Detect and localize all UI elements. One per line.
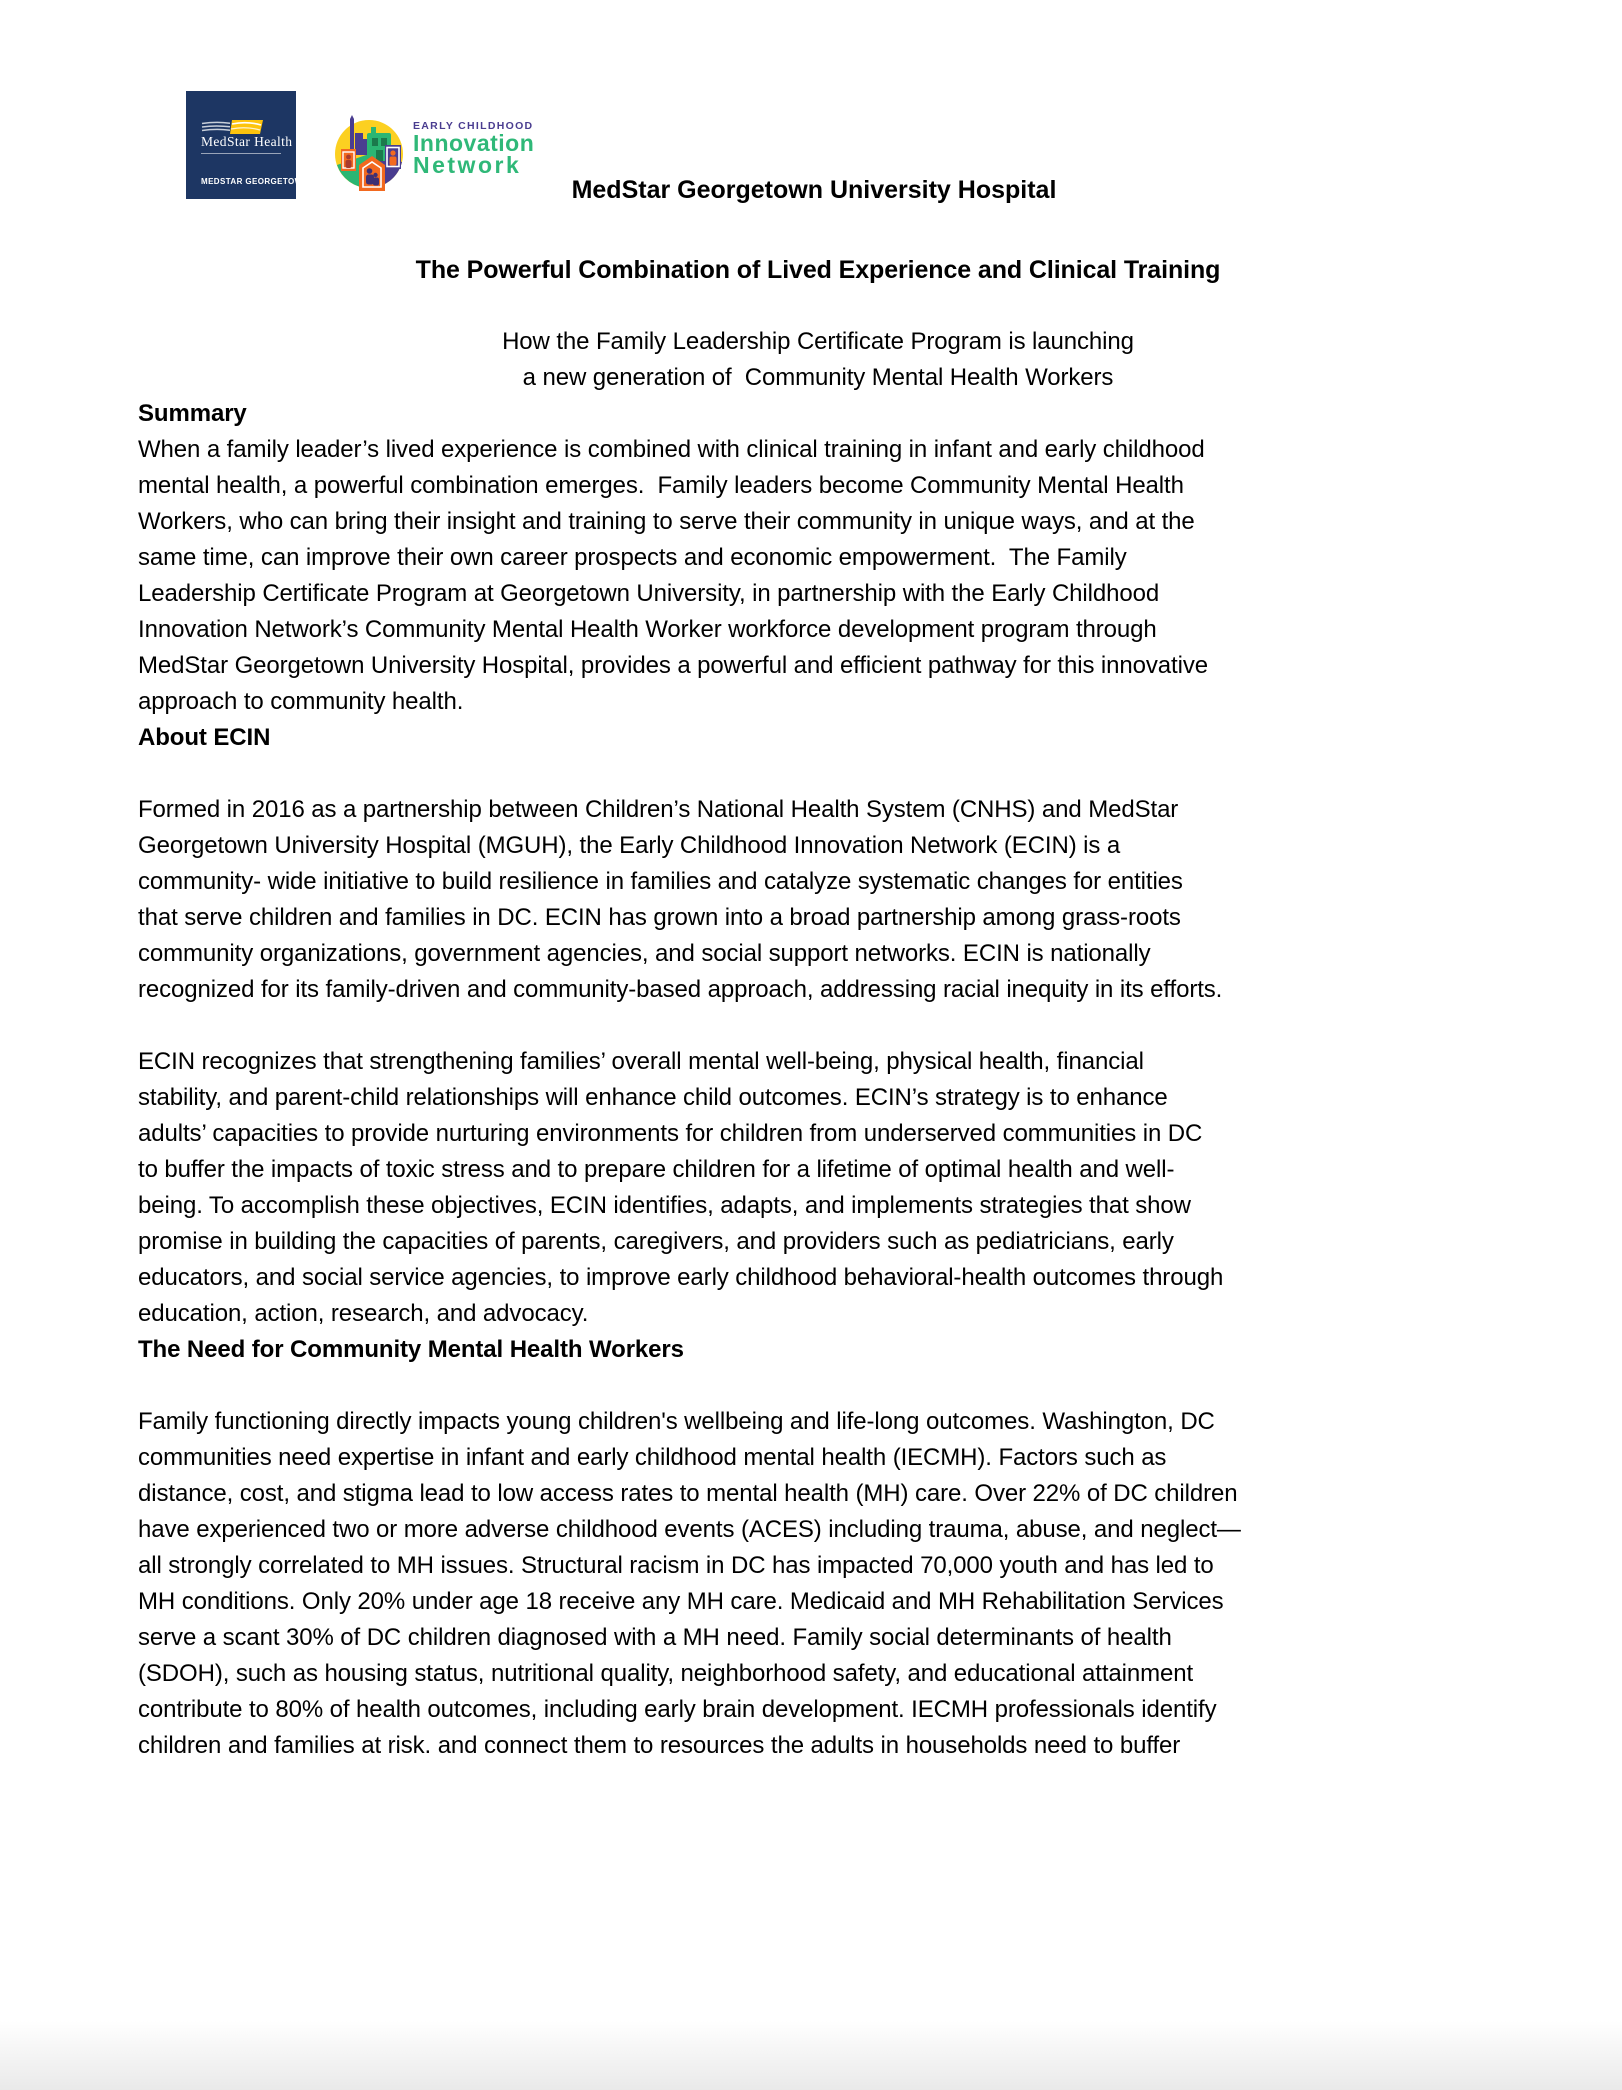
section-heading-summary: Summary bbox=[138, 400, 247, 427]
section-heading-need-cmhw: The Need for Community Mental Health Workers bbox=[138, 1336, 684, 1363]
document-body bbox=[138, 252, 1498, 1764]
ecin-innovation-text: Innovation bbox=[413, 130, 535, 156]
section-heading-about-ecin: About ECIN bbox=[138, 724, 271, 751]
ecin-network-text: Network bbox=[413, 152, 522, 178]
doc-title: The Powerful Combination of Lived Experience and Clinical Training bbox=[415, 256, 1221, 284]
medstar-logo-divider bbox=[201, 153, 281, 154]
org-title: MedStar Georgetown University Hospital bbox=[571, 176, 1057, 204]
medstar-swoosh-icon bbox=[201, 120, 267, 134]
paragraph-about-ecin-2: ECIN recognizes that strengthening families’ overall mental well-being, physical health, financial stability, and parent-child relationships will enhance child outcomes. ECIN’s strategy is to enhance adults’ capacities to provide nurturing environments for children from underserved communities in DC to buffer the impacts of toxic stress and to prepare children for a lifetime of optimal health and well- being. To accomplish these objectives, ECIN identifies, adapts, and implements strategies that show promise in building the capacities of parents, caregivers, and providers such as pediatricians, early educators, and social service agencies, to improve early childhood behavioral-health outcomes through education, action, research, and advocacy. bbox=[138, 1048, 1224, 1327]
ecin-wordmark bbox=[413, 120, 534, 176]
paragraph-summary: When a family leader’s lived experience is combined with clinical training in infant and early childhood mental health, a powerful combination emerges. Family leaders become Community Mental Health Workers, who can bring their insight and training to serve their community in unique ways, and at the same time, can improve their own career prospects and economic empowerment. The Family Leadership Certificate Program at Georgetown University, in partnership with the Early Childhood Innovation Network’s Community Mental Health Worker workforce development program through MedStar Georgetown University Hospital, provides a powerful and efficient pathway for this innovative approach to community health. bbox=[138, 436, 1209, 715]
page-bottom-shadow bbox=[0, 2020, 1622, 2090]
paragraph-need-cmhw: Family functioning directly impacts young children's wellbeing and life-long outcomes. Washington, DC communities need expertise in infant and early childhood mental health (IECMH). Factors such as distance, cost, and stigma lead to low access rates to mental health (MH) care. Over 22% of DC children have experienced two or more adverse childhood events (ACES) including trauma, abuse, and neglect— all strongly correlated to MH issues. Structural racism in DC has impacted 70,000 youth and has led to MH conditions. Only 20% under age 18 receive any MH care. Medicaid and MH Rehabilitation Services serve a scant 30% of DC children diagnosed with a MH need. Family social determinants of health (SDOH), such as housing status, nutritional quality, neighborhood safety, and educational attainment contribute to 80% of health outcomes, including early brain development. IECMH professionals identify children and families at risk. and connect them to resources the adults in households need to buffer bbox=[138, 1408, 1241, 1759]
medstar-hospital-text: MEDSTAR GEORGETOWN UNIVERSITY HOSPITAL bbox=[201, 177, 309, 215]
paragraph-about-ecin-1: Formed in 2016 as a partnership between Children’s National Health System (CNHS) and MedStar Georgetown University Hospital (MGUH), the Early Childhood Innovation Network (ECIN) is a community- wide initiative to build resilience in families and catalyze systematic changes for entities that serve children and families in DC. ECIN has grown into a broad partnership among grass-roots community organizations, government agencies, and social support networks. ECIN is nationally recognized for its family-driven and community-based approach, addressing racial inequity in its efforts. bbox=[138, 796, 1223, 1003]
doc-subtitle: How the Family Leadership Certificate Program is launching a new generation of Community Mental Health Workers bbox=[502, 328, 1134, 391]
ecin-kicker-text: EARLY CHILDHOOD bbox=[413, 120, 534, 132]
medstar-brand-text: MedStar Health bbox=[201, 134, 293, 149]
